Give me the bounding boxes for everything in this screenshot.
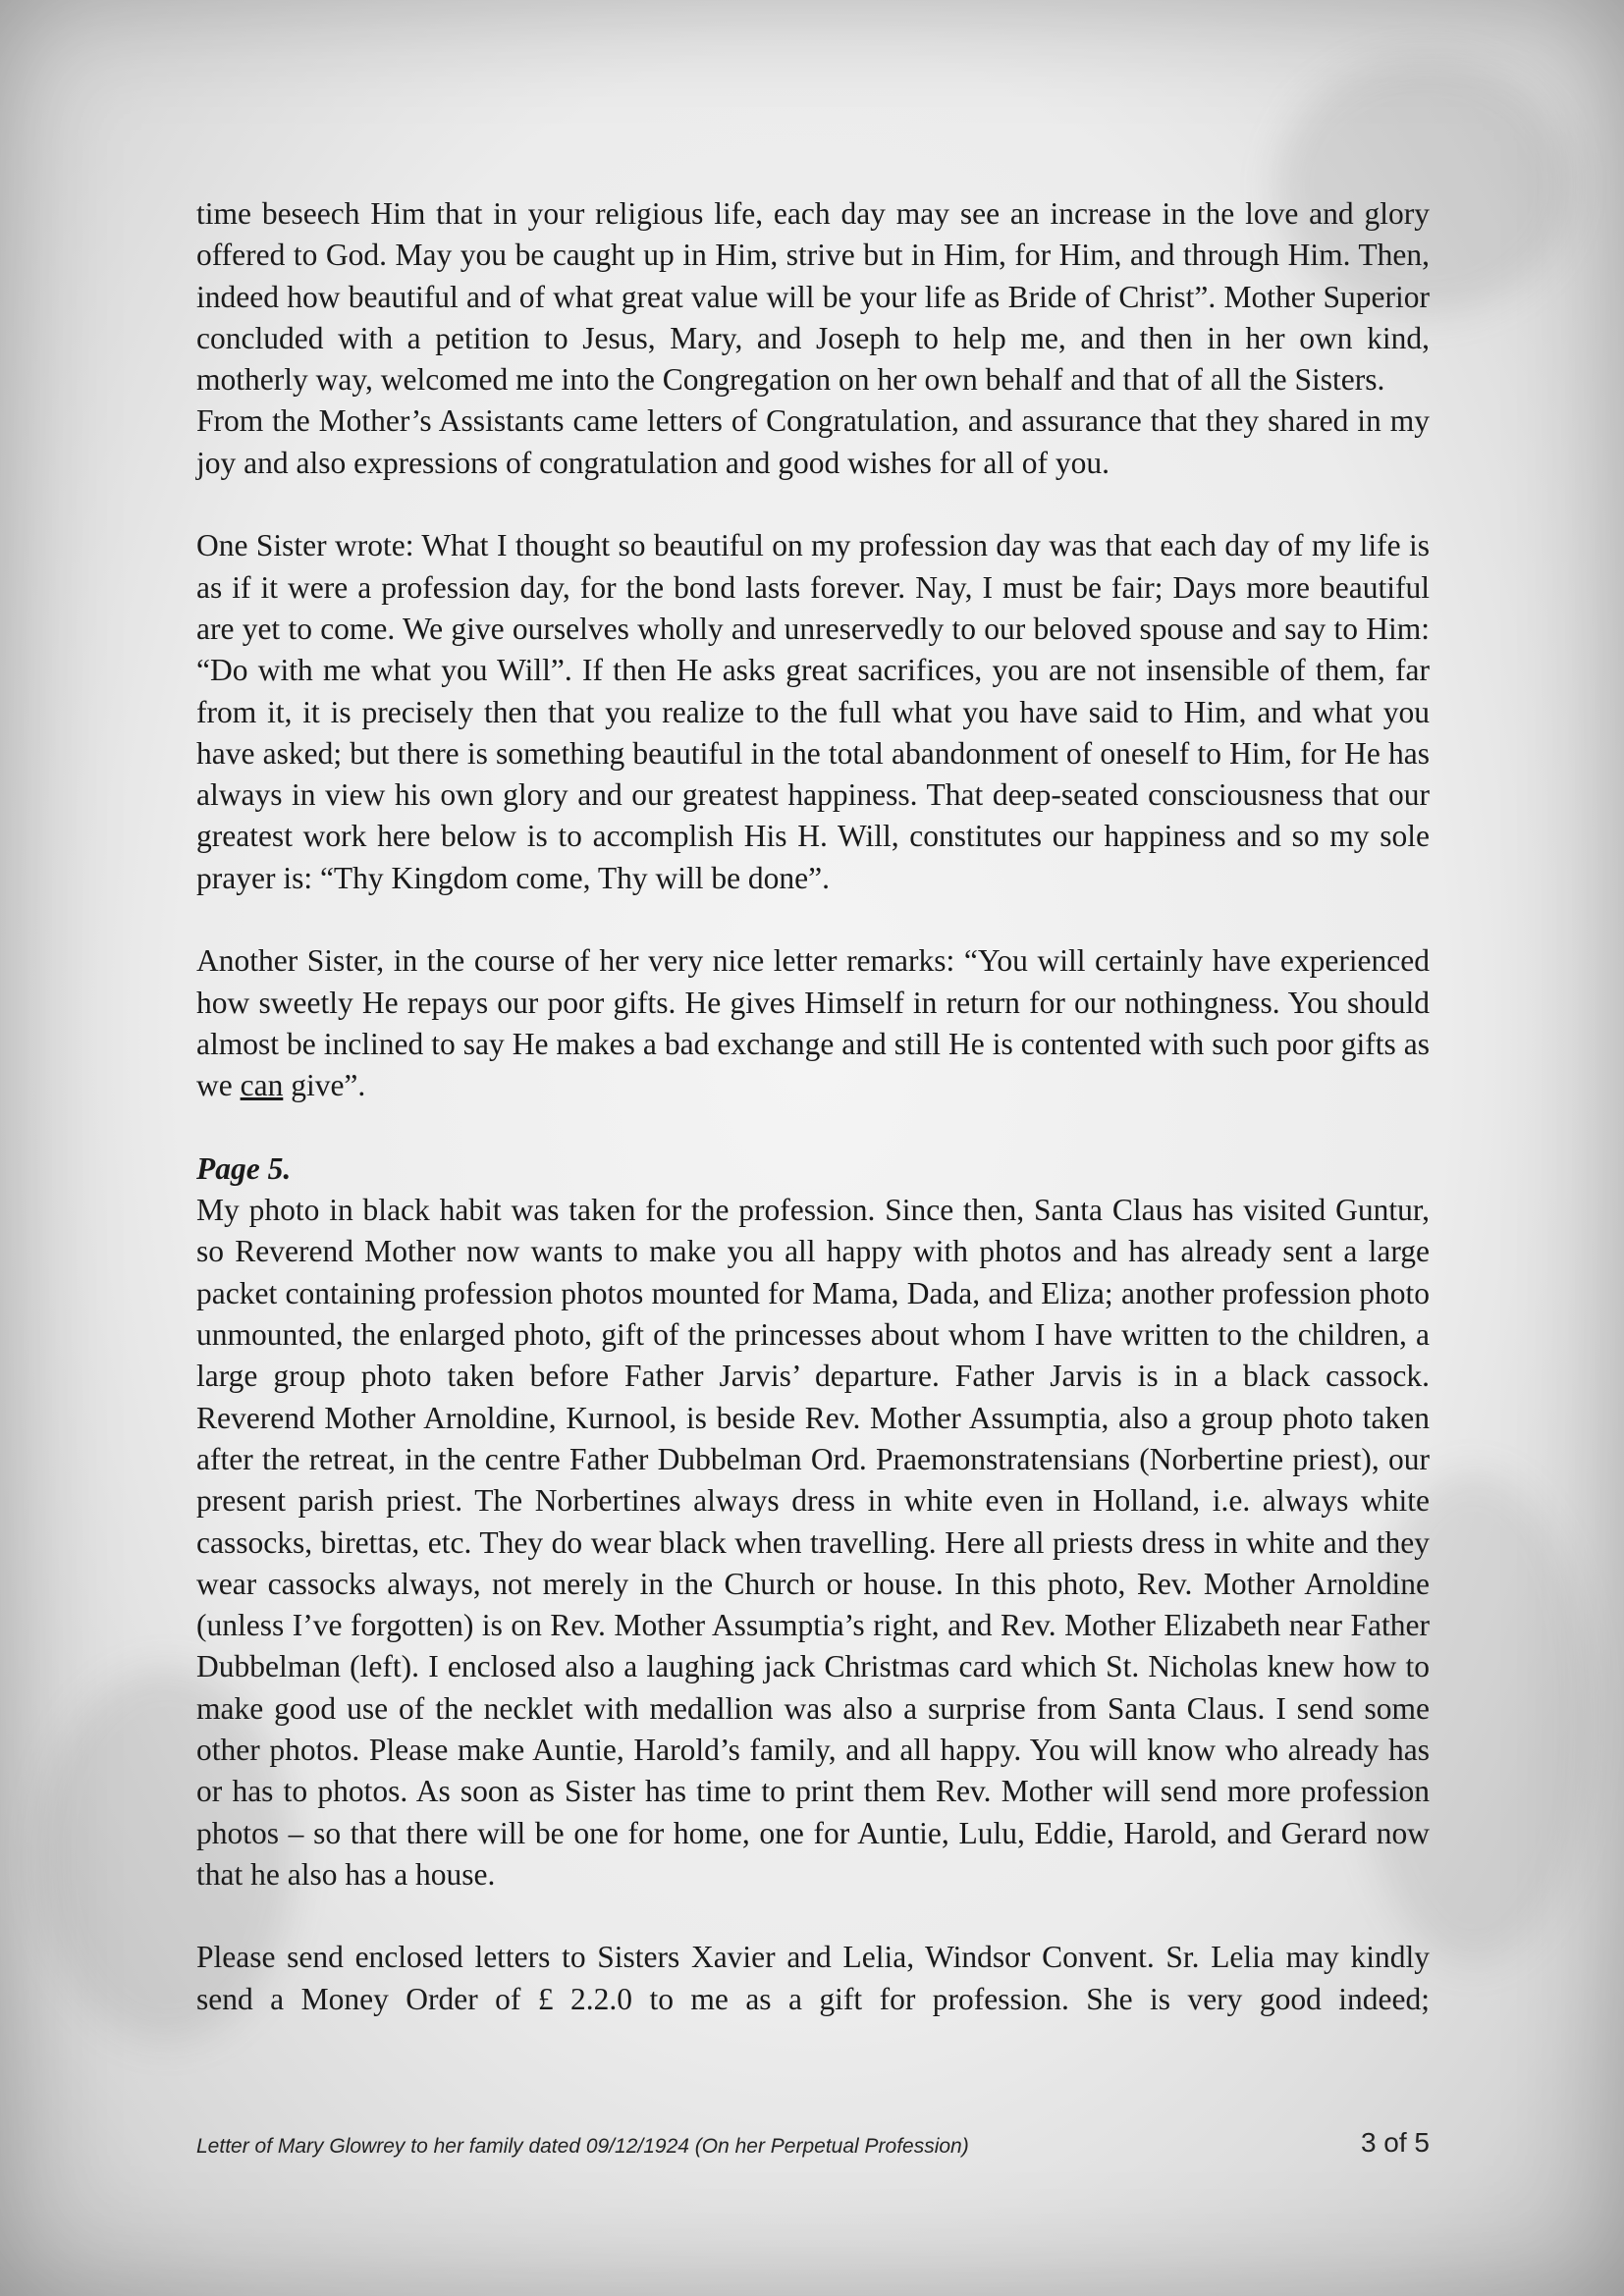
paragraph-enclosed-letters: Please send enclosed letters to Sisters Xavier and Lelia, Windsor Convent. Sr. Lelia may kindly send a Money Order of £ 2.2.0 to me as a gift for profession. She is very good indeed; [196, 1940, 1430, 2016]
paragraph-mother-superior: time beseech Him that in your religious life, each day may see an increase in the love and glory offered to God. May you be caught up in Him, strive but in Him, for Him, and through Him. Then, indeed how beautiful and of what great value will be your life as Bride of Christ”. Mother Superior concluded with a petition to Jesus, Mary, and Joseph to help me, and then in her own kind, motherly way, welcomed me into the Congregation on her own behalf and that of all the Sisters. [196, 196, 1430, 398]
paragraph-mothers-assistants: From the Mother’s Assistants came letters of Congratulation, and assurance that they shared in my joy and also expressions of congratulation and good wishes for all of you. [196, 403, 1430, 480]
paragraph-another-sister: Another Sister, in the course of her very nice letter remarks: “You will certainly have experienced how sweetly He repays our poor gifts. He gives Himself in return for our nothingness. You should almost be inclined to say He makes a bad exchange and still He is contented with such poor gifts as we can give”. [196, 943, 1430, 1103]
paragraph-one-sister: One Sister wrote: What I thought so beautiful on my profession day was that each day of my life is as if it were a profession day, for the bond lasts forever. Nay, I must be fair; Days more beautiful are yet to come. We give ourselves wholly and unreservedly to our beloved spouse and say to Him: “Do with me what you Will”. If then He asks great sacrifices, you are not insensible of them, far from it, it is precisely then that you realize to the full what you have said to Him, and what you have asked; but there is something beautiful in the total abandonment of oneself to Him, for He has always in view his own glory and our greatest happiness. That deep-seated consciousness that our greatest work here below is to accomplish His H. Will, constitutes our happiness and so my sole prayer is: “Thy Kingdom come, Thy will be done”. [196, 528, 1430, 895]
underlined-word: can [240, 1068, 284, 1103]
footer-caption: Letter of Mary Glowrey to her family dated 09/12/1924 (On her Perpetual Profession) [196, 2135, 969, 2158]
page-heading: Page 5. [196, 1150, 292, 1186]
page-number: 3 of 5 [1360, 2127, 1430, 2158]
letter-body [196, 193, 1430, 2020]
page-footer [196, 2127, 1430, 2166]
paragraph-photos: My photo in black habit was taken for the profession. Since then, Santa Claus has visited Guntur, so Reverend Mother now wants to make you all happy with photos and has already sent a large packet containing profession photos mounted for Mama, Dada, and Eliza; another profession photo unmounted, the enlarged photo, gift of the princesses about whom I have written to the children, a large group photo taken before Father Jarvis’ departure. Father Jarvis is in a black cassock. Reverend Mother Arnoldine, Kurnool, is beside Rev. Mother Assumptia, also a group photo taken after the retreat, in the centre Father Dubbelman Ord. Praemonstratensians (Norbertine priest), our present parish priest. The Norbertines always dress in white even in Holland, i.e. always white cassocks, birettas, etc. They do wear black when travelling. Here all priests dress in white and they wear cassocks always, not merely in the Church or house. In this photo, Rev. Mother Arnoldine (unless I’ve forgotten) is on Rev. Mother Assumptia’s right, and Rev. Mother Elizabeth near Father Dubbelman (left). I enclosed also a laughing jack Christmas card which St. Nicholas knew how to make good use of the necklet with medallion was also a surprise from Santa Claus. I send some other photos. Please make Auntie, Harold’s family, and all happy. You will know who already has or has to photos. As soon as Sister has time to print them Rev. Mother will send more profession photos – so that there will be one for home, one for Auntie, Lulu, Eddie, Harold, and Gerard now that he also has a house. [196, 1193, 1430, 1892]
